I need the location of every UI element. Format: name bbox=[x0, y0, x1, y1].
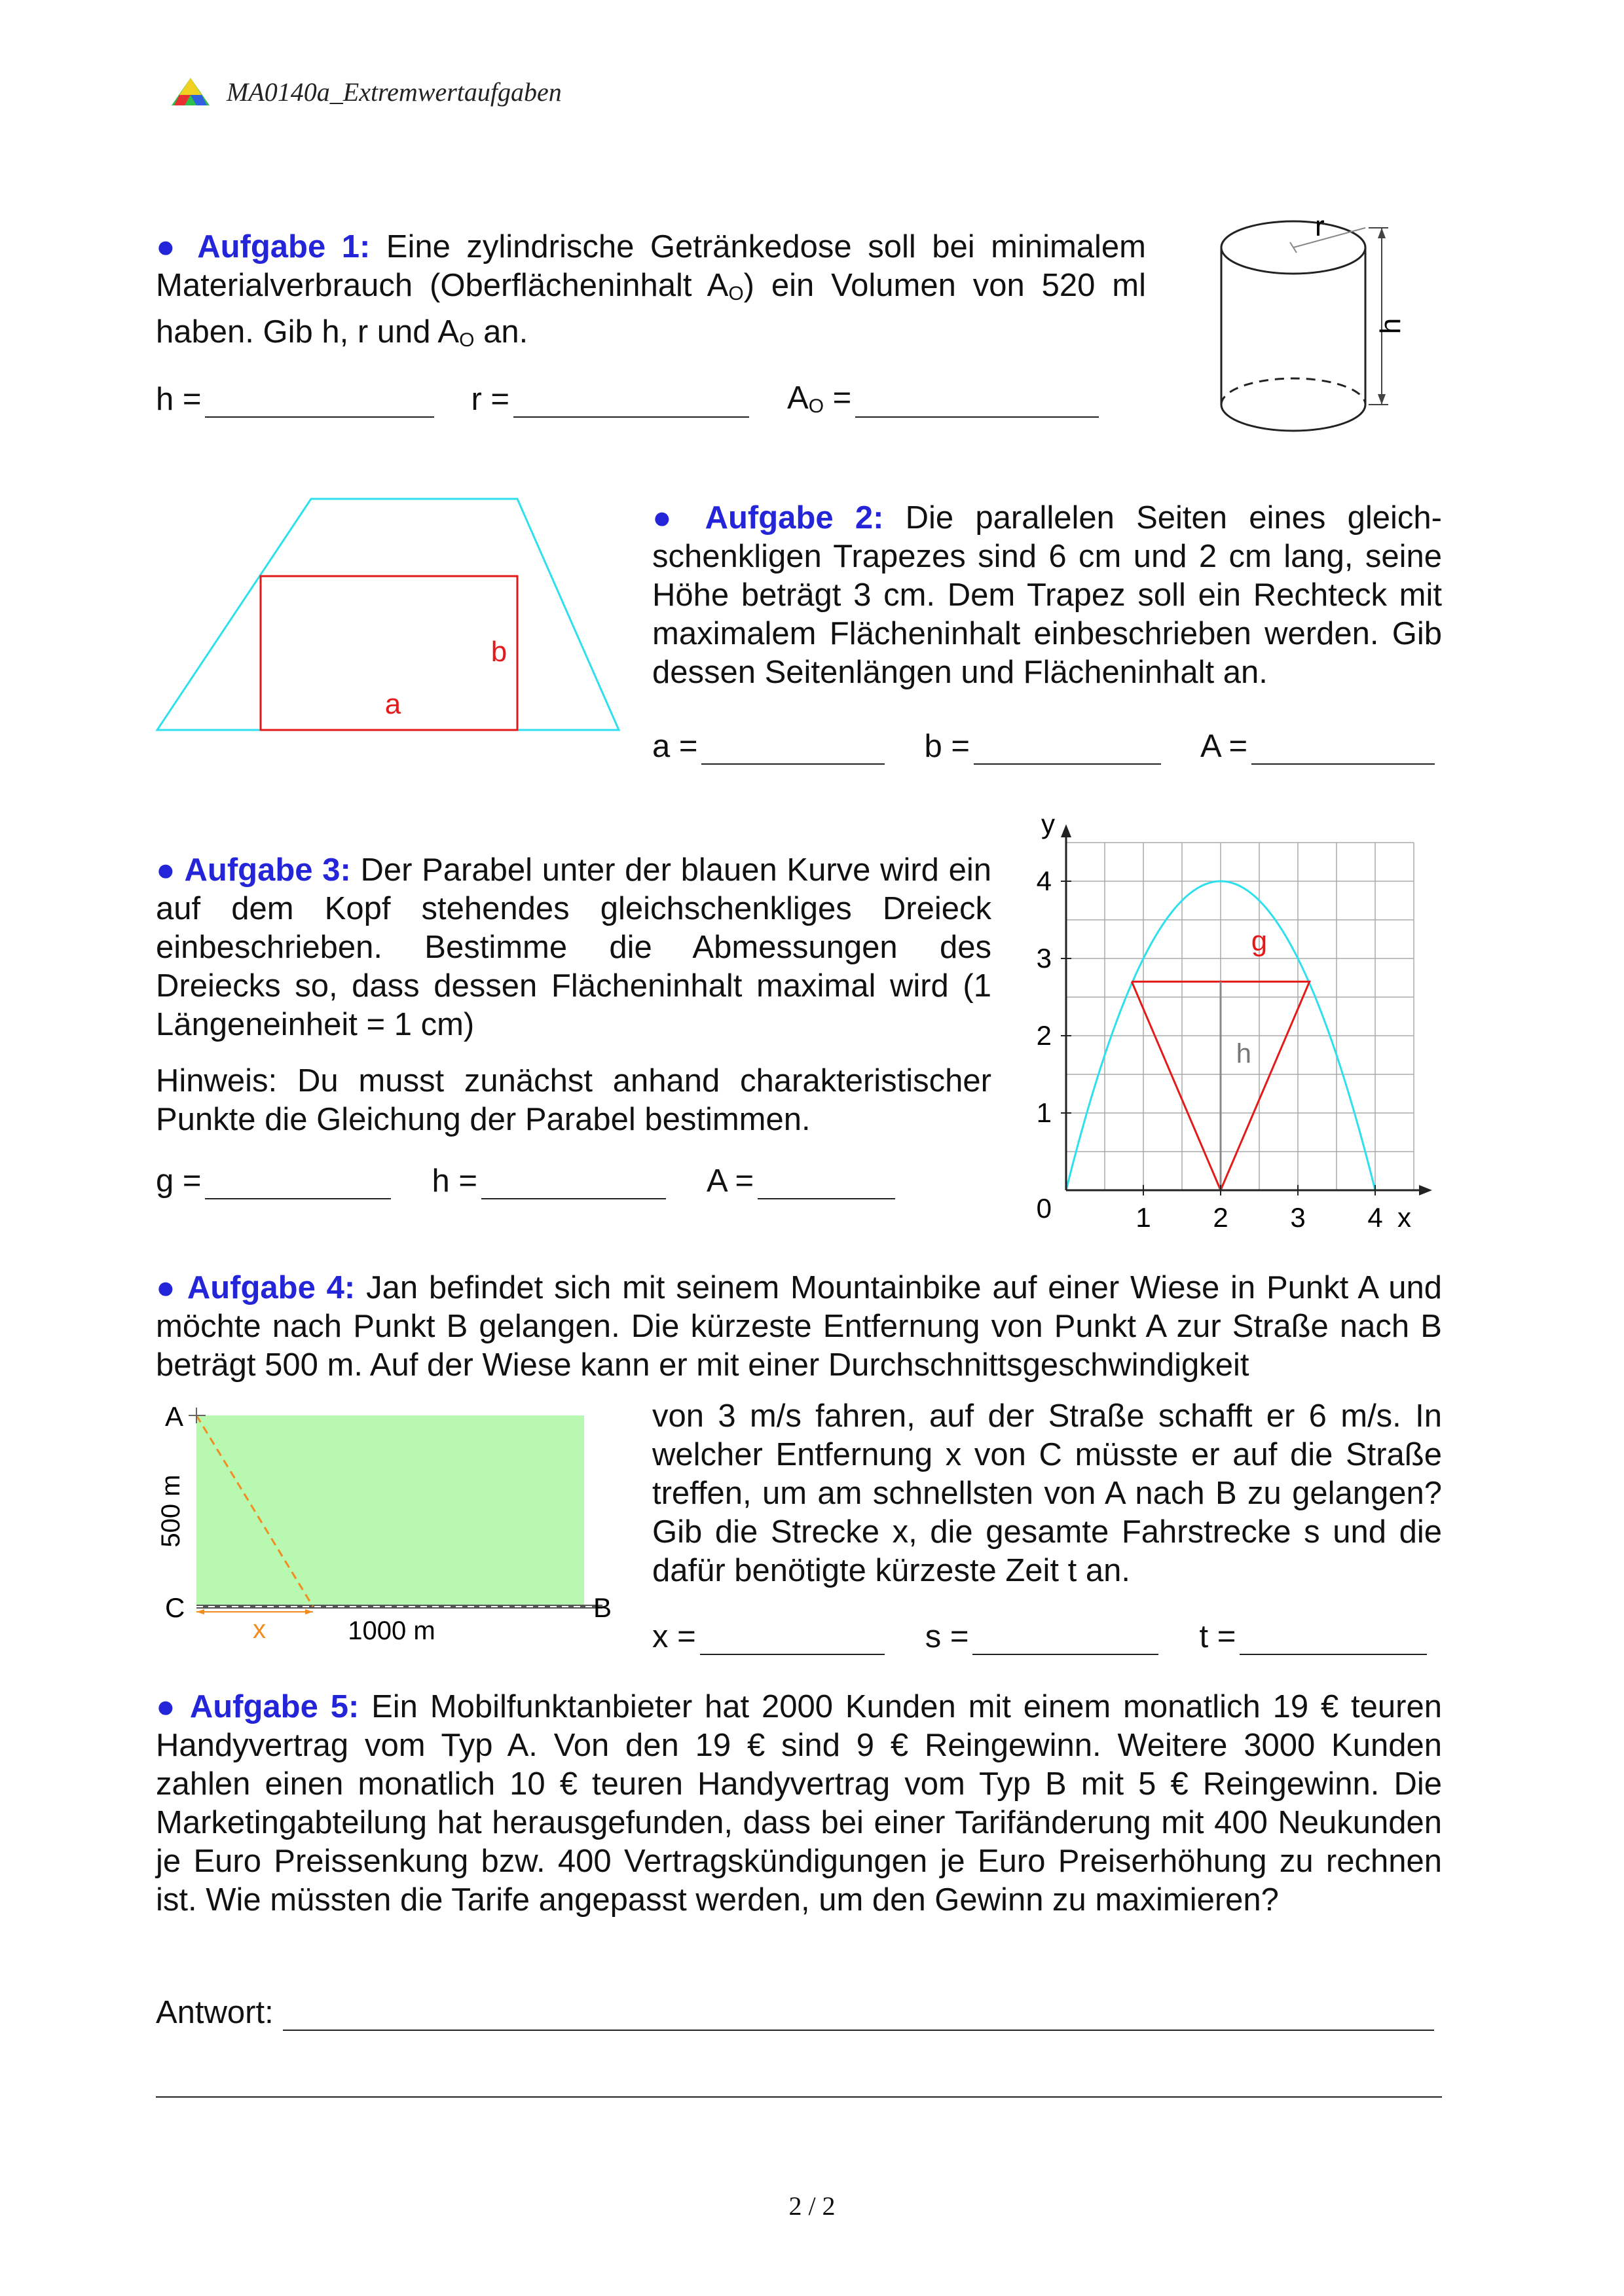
answer-t-field[interactable] bbox=[1240, 1625, 1427, 1655]
triangle-h-label: h bbox=[1236, 1038, 1251, 1069]
height-label: 500 m bbox=[157, 1474, 185, 1548]
point-a-label: A bbox=[165, 1401, 184, 1432]
task-3-text: ● Aufgabe 3: Der Parabel unter der blauen Kurve wird ein auf dem Kopf stehendes gleichschenkliges Dreieck einbeschrieben. Bestimme die Abmessungen des Dreiecks so, dass dessen Flächeninhalt maximal wird (1 Längeneinheit = 1 cm) bbox=[156, 852, 992, 1042]
y-tick-label: 2 bbox=[1036, 1020, 1052, 1051]
x-tick-label: 4 bbox=[1367, 1202, 1383, 1233]
task-2-text: ● Aufgabe 2: Die parallelen Seiten eines gleichschenkligen Trapezes sind 6 cm und 2 cm lang, seine Höhe beträgt 3 cm. Dem Trapez soll ein Rechteck mit maximalem Flächeninhalt einbeschrieben werden. Gib dessen Seitenlängen und Flächeninhalt an. bbox=[652, 500, 1442, 690]
road-length-label: 1000 m bbox=[348, 1616, 435, 1645]
x-tick-label: 1 bbox=[1135, 1202, 1151, 1233]
answer-s-field[interactable] bbox=[972, 1625, 1158, 1655]
y-tick-label: 1 bbox=[1036, 1097, 1052, 1128]
point-b-label: B bbox=[593, 1592, 612, 1623]
task-2-answers: a = b = A = bbox=[652, 728, 1435, 765]
distance-x-label: x bbox=[253, 1615, 266, 1644]
answer-b-field[interactable] bbox=[974, 735, 1161, 765]
cylinder-figure bbox=[1192, 208, 1414, 457]
answer-g-field[interactable] bbox=[205, 1169, 391, 1199]
trapezoid-figure bbox=[151, 491, 629, 740]
y-tick-label: 4 bbox=[1036, 866, 1052, 896]
x-axis-arrow bbox=[1419, 1185, 1432, 1195]
task-1-text: ● Aufgabe 1: Eine zylindrische Getränkedose soll bei minimalem Materialverbrauch (Oberflächeninhalt $A_O$) ein Volumen von 520 ml haben. Gib h, r und $A_O$ an. bbox=[156, 229, 1146, 351]
answer-line-1[interactable] bbox=[283, 2001, 1434, 2031]
parabola-chart bbox=[1022, 795, 1441, 1241]
document-title: MA0140a_Extremwertaufgaben bbox=[227, 77, 562, 107]
answer-line-2[interactable] bbox=[156, 2096, 1442, 2098]
answer-ao-field[interactable] bbox=[855, 388, 1099, 418]
task-5-text: ● Aufgabe 5: Ein Mobilfunktanbieter hat 2000 Kunden mit einem monatlich 19 € teuren Handyvertrag vom Typ A. Von den 19 € sind 9 € Reingewinn. Weitere 3000 Kunden zahlen einen monatlich 10 € teuren Handyvertrag vom Typ B mit 5 € Reingewinn. Die Marketingabteilung hat herausgefunden, dass bei einer Tarifänderung mit 400 Neukunden je Euro Preissenkung bzw. 400 Vertragskündigungen je Euro Preiserhöhung zu rechnen ist. Wie müssten die Tarife angepasst werden, um den Gewinn zu maximieren? bbox=[156, 1689, 1442, 1918]
task-4-heading: ● Aufgabe 4: bbox=[156, 1270, 356, 1305]
task-2-heading: ● Aufgabe 2: bbox=[652, 500, 884, 536]
x-tick-label: 3 bbox=[1290, 1202, 1306, 1233]
origin-label: 0 bbox=[1036, 1193, 1052, 1224]
task-5-answer bbox=[156, 1994, 1434, 2031]
answer-x-field[interactable] bbox=[700, 1625, 885, 1655]
task-1-answers: h = r = $A_O$ = bbox=[156, 380, 1099, 418]
x-tick-label: 2 bbox=[1213, 1202, 1228, 1233]
rect-b-label: b bbox=[490, 636, 507, 668]
task-5-heading: ● Aufgabe 5: bbox=[156, 1689, 360, 1724]
triangle-logo-icon bbox=[169, 75, 212, 108]
task-3-answers: g = h = A = bbox=[156, 1163, 895, 1199]
task-3-hint: Hinweis: Du musst zunächst anhand charakteristischer Punkte die Gleichung der Parabel bestimmen. bbox=[156, 1063, 991, 1137]
answer-a-field[interactable] bbox=[701, 735, 885, 765]
meadow-figure bbox=[156, 1394, 627, 1656]
answer-h3-field[interactable] bbox=[481, 1169, 666, 1199]
answer-label: Antwort: bbox=[156, 1995, 274, 2030]
answer-a3-field[interactable] bbox=[758, 1169, 895, 1199]
x-axis-label: x bbox=[1397, 1202, 1411, 1233]
task-1-heading: ● Aufgabe 1: bbox=[156, 229, 371, 264]
page-header bbox=[169, 72, 562, 111]
rect-a-label: a bbox=[384, 688, 401, 720]
y-axis-arrow bbox=[1061, 824, 1071, 837]
task-4-text-continued: von 3 m/s fahren, auf der Straße schafft er 6 m/s. In welcher Entfernung x von C müsste er auf die Straße treffen, um am schnellsten von A nach B zu gelangen? Gib die Strecke x, die gesamte Fahrstrecke s und die dafür benötigte kürzeste Zeit t an. bbox=[652, 1398, 1442, 1588]
cylinder-h-label: h bbox=[1375, 318, 1407, 335]
answer-r-field[interactable] bbox=[513, 388, 749, 418]
answer-area-field[interactable] bbox=[1251, 735, 1435, 765]
task-4-answers: x = s = t = bbox=[652, 1618, 1427, 1655]
task-3-heading: ● Aufgabe 3: bbox=[156, 852, 351, 888]
cylinder-r-label: r bbox=[1315, 210, 1325, 242]
page-number: 2 / 2 bbox=[788, 2191, 836, 2221]
task-4-text: ● Aufgabe 4: Jan befindet sich mit seinem Mountainbike auf einer Wiese in Punkt A und möchte nach Punkt B gelangen. Die kürzeste Entfernung von Punkt A zur Straße nach B beträgt 500 m. Auf der Wiese kann er mit einer Durchschnittsgeschwindigkeit bbox=[156, 1270, 1442, 1383]
triangle-g-label: g bbox=[1251, 925, 1268, 958]
point-c-label: C bbox=[165, 1592, 185, 1623]
y-axis-label: y bbox=[1041, 809, 1055, 839]
answer-h-field[interactable] bbox=[205, 388, 434, 418]
y-tick-label: 3 bbox=[1036, 943, 1052, 974]
